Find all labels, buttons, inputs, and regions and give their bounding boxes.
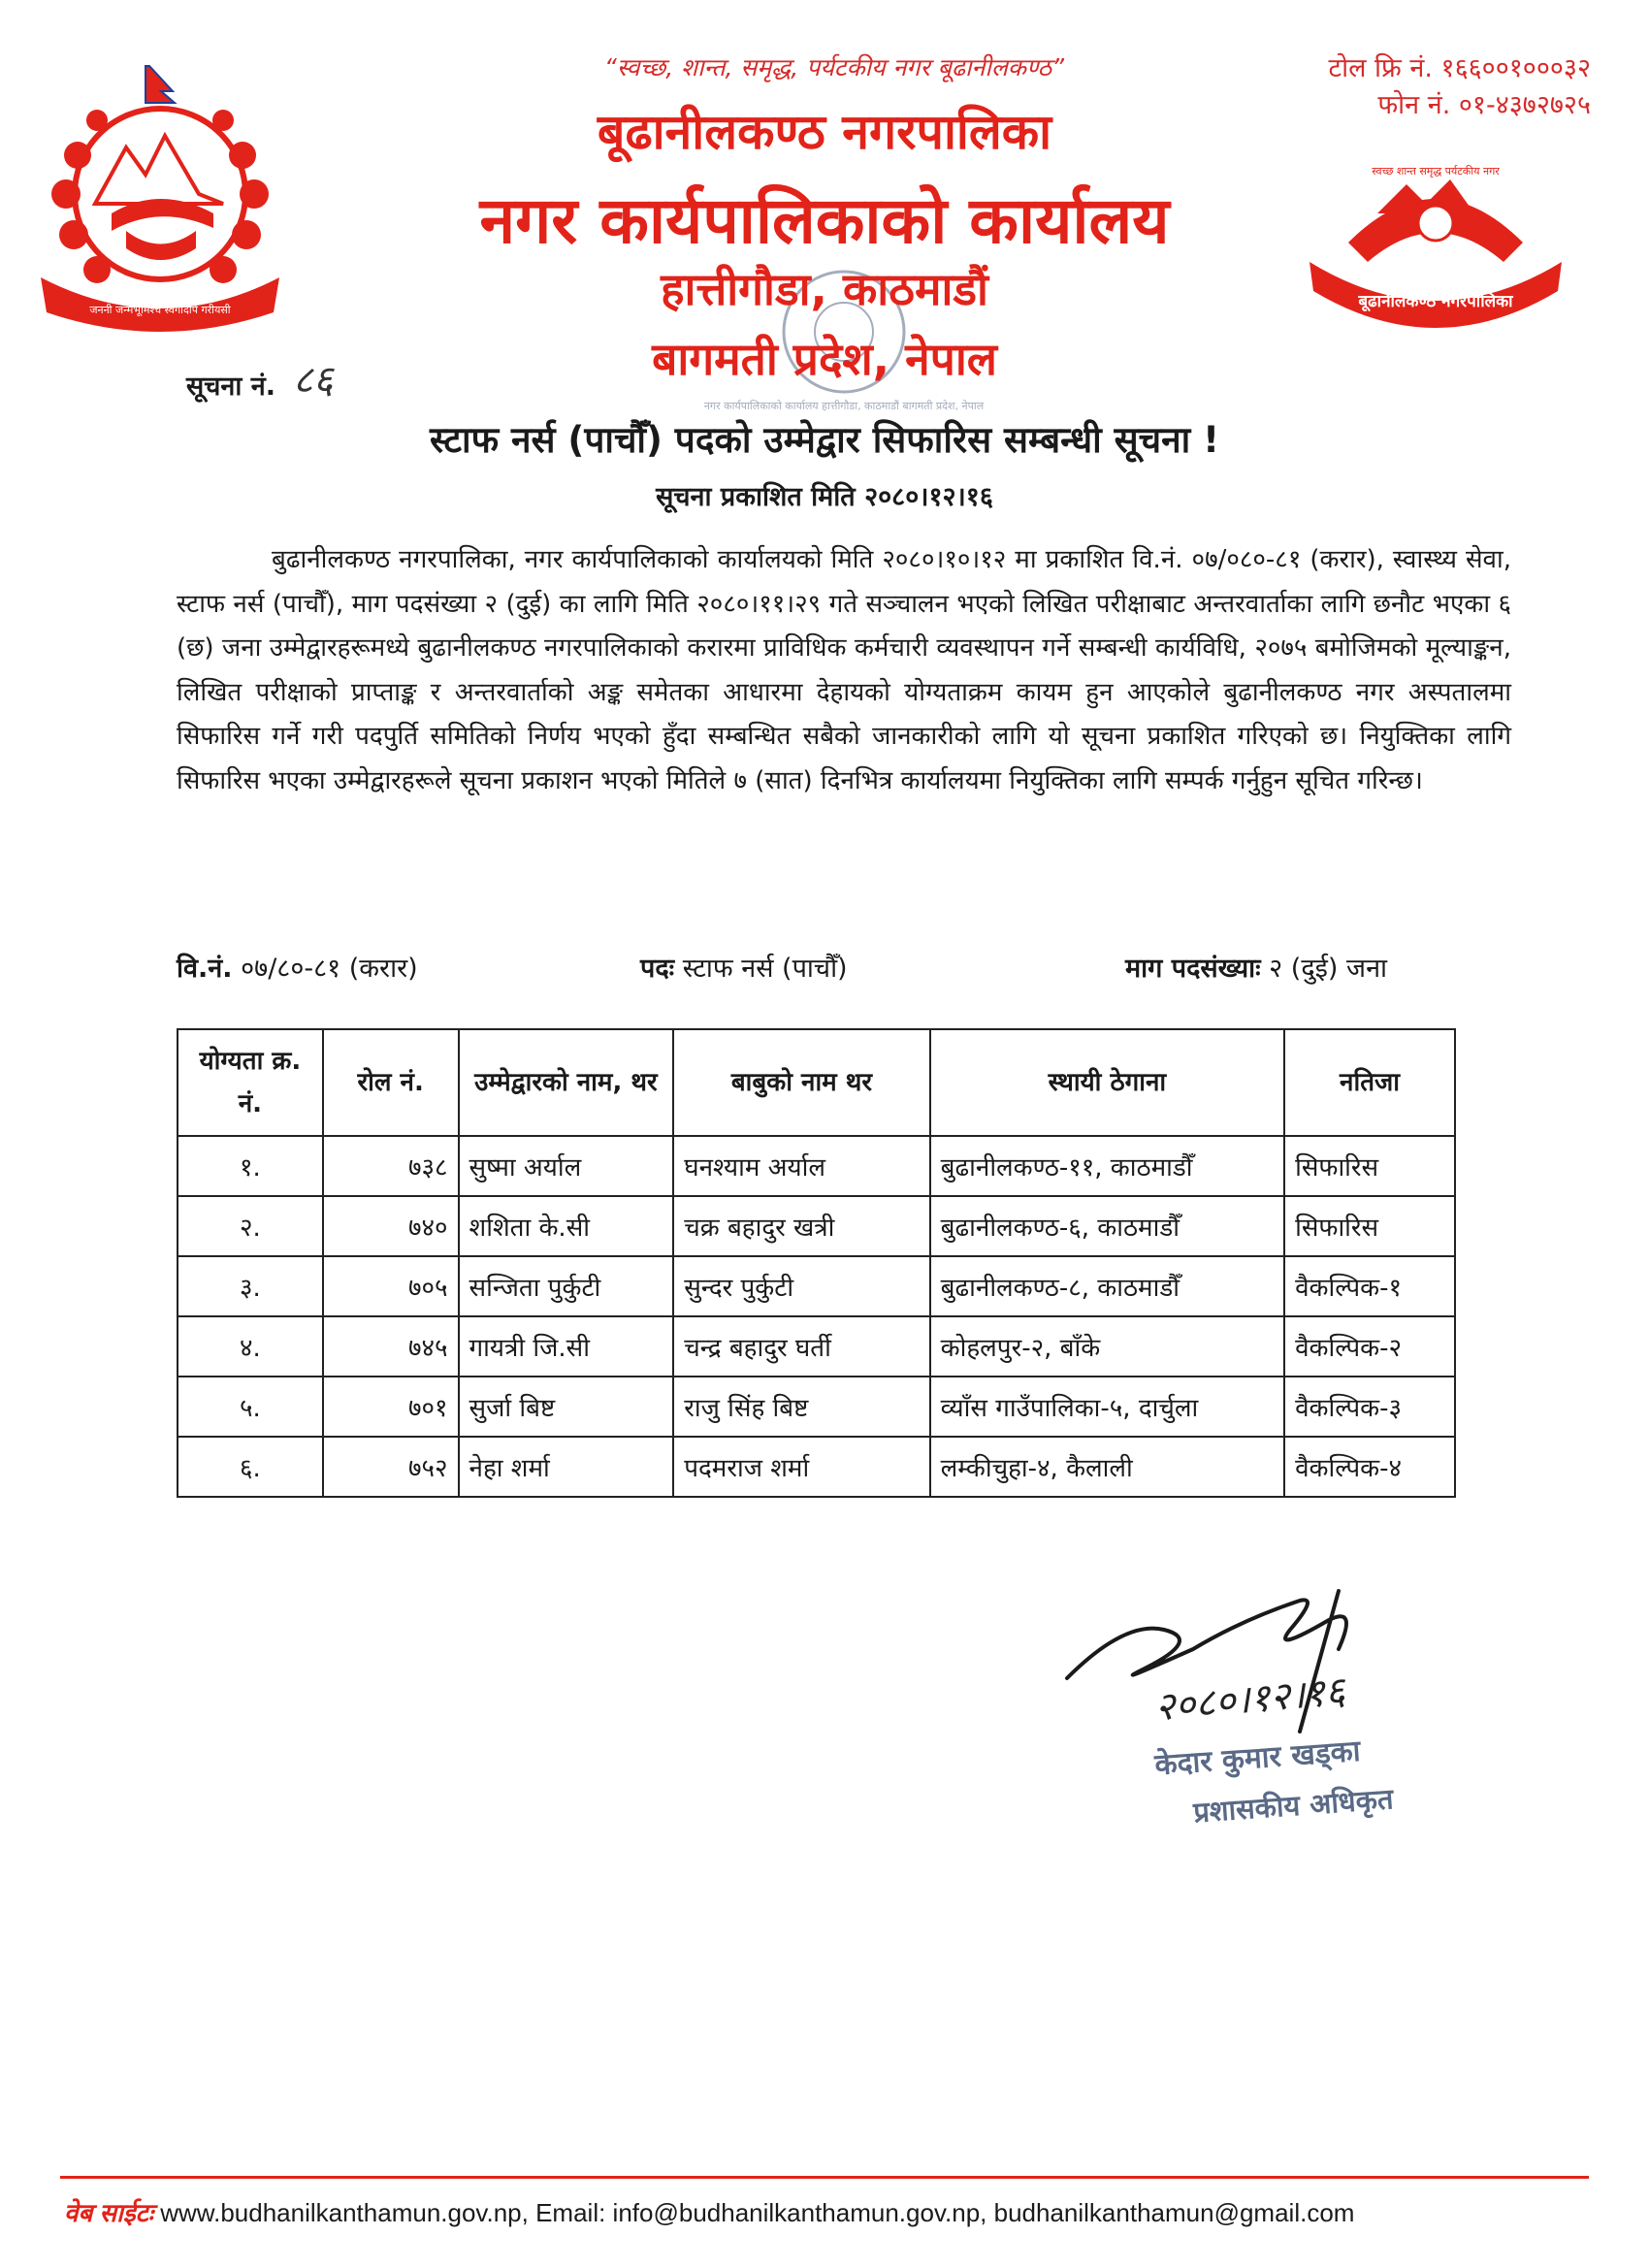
cell-result: वैकल्पिक-२	[1284, 1316, 1455, 1377]
cell-address: बुढानीलकण्ठ-८, काठमाडौँ	[930, 1256, 1284, 1316]
footer-contact: www.budhanilkanthamun.gov.np, Email: info@budhanilkanthamun.gov.np, budhanilkanthamun@gmail.com	[160, 2198, 1355, 2227]
table-row	[178, 1437, 1455, 1497]
office-name: नगर कार्यपालिकाको कार्यालय	[479, 183, 1170, 258]
signer-title: प्रशासकीय अधिकृत	[1192, 1782, 1395, 1830]
notice-subject: स्टाफ नर्स (पाचौँ) पदको उम्मेद्वार सिफारिस सम्बन्धी सूचना !	[429, 419, 1220, 461]
municipality-name: बूढानीलकण्ठ नगरपालिका	[597, 104, 1052, 160]
footer-divider	[60, 2176, 1589, 2179]
cell-father: सुन्दर पुर्कुटी	[673, 1256, 929, 1316]
notice-body: बुढानीलकण्ठ नगरपालिका, नगर कार्यपालिकाको कार्यालयको मिति २०८०।१०।१२ मा प्रकाशित वि.नं. ०७/०८०-८१ (करार), स्वास्थ्य सेवा, स्टाफ नर्स (पाचौँ), माग पदसंख्या २ (दुई) का लागि मिति २०८०।११।२९ गते सञ्चालन भएको लिखित परीक्षाबाट अन्तरवार्ताका लागि छनौट भएका ६ (छ) जना उम्मेद्वारहरूमध्ये बुढानीलकण्ठ नगरपालिकाको करारमा प्राविधिक कर्मचारी व्यवस्थापन गर्ने सम्बन्धी कार्यविधि, २०७५ बमोजिमको मूल्याङ्कन, लिखित परीक्षाको प्राप्ताङ्क र अन्तरवार्ताको अङ्क समेतका आधारमा देहायको योग्यताक्रम कायम हुन आएकोले बुढानीलकण्ठ नगर अस्पतालमा सिफारिस गर्ने गरी पदपुर्ति समितिको निर्णय भएको हुँदा सम्बन्धित सबैको जानकारीको लागि यो सूचना प्रकाशित गरिएको छ। नियुक्तिका लागि सिफारिस भएका उम्मेद्वारहरूले सूचना प्रकाशन भएको मितिले ७ (सात) दिनभित्र कार्यालयमा नियुक्तिका लागि सम्पर्क गर्नुहुन सूचित गरिन्छ।	[177, 545, 1511, 795]
cell-result: वैकल्पिक-१	[1284, 1256, 1455, 1316]
cell-result: सिफारिस	[1284, 1136, 1455, 1196]
cell-rank: ४.	[178, 1316, 323, 1377]
adv-value: ०७/८०-८१ (करार)	[241, 954, 418, 984]
cell-father: चन्द्र बहादुर घर्ती	[673, 1316, 929, 1377]
toll-free-number: टोल फ्रि नं. १६६००१०००३२	[1328, 53, 1591, 83]
header-rank: योग्यता क्र. नं.	[178, 1029, 323, 1136]
table-header-row	[178, 1029, 1455, 1136]
cell-name: नेहा शर्मा	[459, 1437, 674, 1497]
table-row	[178, 1377, 1455, 1437]
phone-number: फोन नं. ०१-४३७२७२५	[1377, 90, 1591, 120]
header-father: बाबुको नाम थर	[673, 1029, 929, 1136]
website-label: वेब साईटः	[64, 2198, 153, 2227]
cell-father: घनश्याम अर्याल	[673, 1136, 929, 1196]
post-label: पदः	[640, 954, 675, 984]
cell-roll: ७०१	[323, 1377, 459, 1437]
motto: “स्वच्छ, शान्त, समृद्ध, पर्यटकीय नगर बूढानीलकण्ठ”	[603, 53, 1065, 81]
svg-text:बूढानीलकण्ठ नगरपालिका: बूढानीलकण्ठ नगरपालिका	[1358, 292, 1513, 311]
cell-roll: ७४५	[323, 1316, 459, 1377]
cell-father: चक्र बहादुर खत्री	[673, 1196, 929, 1256]
cell-rank: ३.	[178, 1256, 323, 1316]
cell-roll: ७५२	[323, 1437, 459, 1497]
advertisement-number	[177, 949, 418, 985]
cell-name: सन्जिता पुर्कुटी	[459, 1256, 674, 1316]
results-table	[177, 1028, 1456, 1498]
post-info	[640, 949, 848, 985]
cell-rank: २.	[178, 1196, 323, 1256]
cell-rank: ५.	[178, 1377, 323, 1437]
cell-result: वैकल्पिक-४	[1284, 1437, 1455, 1497]
cell-name: सुर्जा बिष्ट	[459, 1377, 674, 1437]
svg-text:स्वच्छ शान्त समृद्ध पर्यटकीय न: स्वच्छ शान्त समृद्ध पर्यटकीय नगर	[1372, 165, 1500, 178]
svg-text:नगर कार्यपालिकाको कार्यालय हात: नगर कार्यपालिकाको कार्यालय हात्तीगौडा, काठमाडौं बागमती प्रदेश, नेपाल	[703, 400, 985, 412]
table-row	[178, 1136, 1455, 1196]
cell-address: व्याँस गाउँपालिका-५, दार्चुला	[930, 1377, 1284, 1437]
post-value: स्टाफ नर्स (पाचौँ)	[682, 954, 848, 984]
cell-roll: ७४०	[323, 1196, 459, 1256]
header-name: उम्मेद्वारको नाम, थर	[459, 1029, 674, 1136]
header-result: नतिजा	[1284, 1029, 1455, 1136]
cell-name: सुष्मा अर्याल	[459, 1136, 674, 1196]
cell-address: कोहलपुर-२, बाँके	[930, 1316, 1284, 1377]
footer	[64, 2194, 1597, 2229]
cell-address: बुढानीलकण्ठ-६, काठमाडौँ	[930, 1196, 1284, 1256]
signer-name: केदार कुमार खड्का	[1153, 1733, 1362, 1783]
signature-date: २०८०।१२।१६	[1152, 1669, 1347, 1731]
cell-roll: ७०५	[323, 1256, 459, 1316]
cell-rank: १.	[178, 1136, 323, 1196]
table-row	[178, 1316, 1455, 1377]
cell-result: सिफारिस	[1284, 1196, 1455, 1256]
nepal-emblem-icon	[19, 58, 301, 340]
province-name: बागमती प्रदेश, नेपाल	[652, 333, 997, 385]
cell-roll: ७३८	[323, 1136, 459, 1196]
cell-father: राजु सिंह बिष्ट	[673, 1377, 929, 1437]
demand-value: २ (दुई) जना	[1269, 954, 1388, 984]
cell-rank: ६.	[178, 1437, 323, 1497]
notice-number-label: सूचना नं.	[186, 372, 276, 402]
demand-label: माग पदसंख्याः	[1125, 954, 1261, 984]
office-location: हात्तीगौडा, काठमाडौं	[661, 263, 988, 315]
table-row	[178, 1196, 1455, 1256]
emblem-motto: जननी जन्मभूमिश्च स्वर्गादपि गरीयसी	[89, 304, 231, 316]
header-address: स्थायी ठेगाना	[930, 1029, 1284, 1136]
demand-count	[1125, 949, 1387, 985]
cell-name: शशिता के.सी	[459, 1196, 674, 1256]
cell-address: बुढानीलकण्ठ-११, काठमाडौँ	[930, 1136, 1284, 1196]
cell-address: लम्कीचुहा-४, कैलाली	[930, 1437, 1284, 1497]
cell-name: गायत्री जि.सी	[459, 1316, 674, 1377]
cell-father: पदमराज शर्मा	[673, 1437, 929, 1497]
table-row	[178, 1256, 1455, 1316]
cell-result: वैकल्पिक-३	[1284, 1377, 1455, 1437]
header-roll: रोल नं.	[323, 1029, 459, 1136]
adv-label: वि.नं.	[177, 954, 233, 984]
published-date: सूचना प्रकाशित मिति २०८०।१२।१६	[656, 482, 993, 512]
notice-number-value: ८६	[293, 358, 334, 403]
